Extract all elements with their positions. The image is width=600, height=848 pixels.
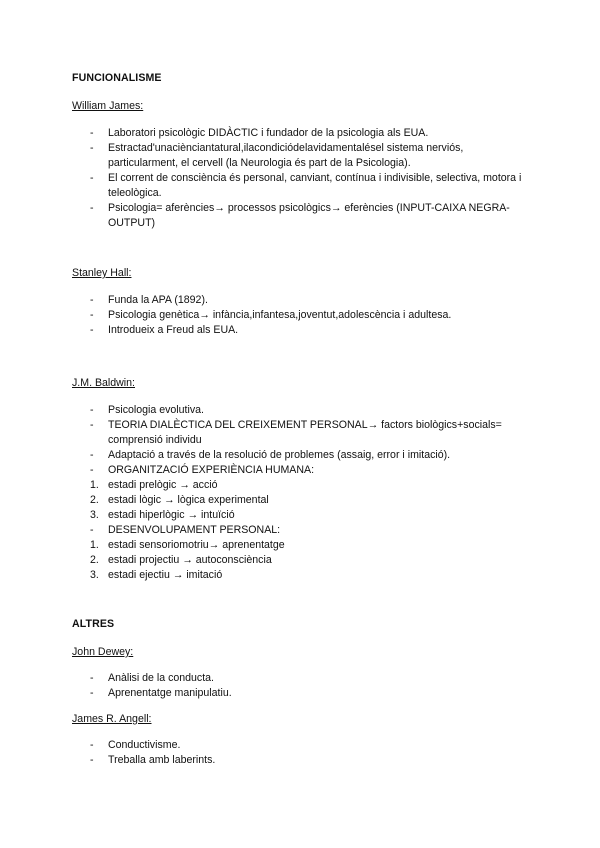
list-item bbox=[0, 686, 528, 701]
list-item-text: Aprenentatge manipulatiu. bbox=[108, 687, 232, 699]
list-item bbox=[0, 463, 528, 478]
list-item bbox=[0, 478, 528, 493]
list-item-text: Psicologia evolutiva. bbox=[108, 404, 204, 416]
list-item-text: Introdueix a Freud als EUA. bbox=[108, 324, 239, 336]
list-item-text: El corrent de consciència és personal, canviant, contínua i indivisible, selectiva, motora i teleològica. bbox=[108, 172, 522, 199]
list-item bbox=[0, 553, 528, 568]
list-item bbox=[0, 738, 528, 753]
list-marker: - bbox=[90, 309, 94, 321]
author-heading-baldwin: J.M. Baldwin: bbox=[72, 377, 135, 389]
list-marker: - bbox=[90, 739, 94, 751]
baldwin-list bbox=[0, 403, 600, 583]
list-item bbox=[0, 508, 528, 523]
list-item-text: estadi projectiu → autoconsciència bbox=[108, 554, 272, 566]
list-item-text: Psicologia genètica→ infància,infantesa,joventut,adolescència i adultesa. bbox=[108, 309, 452, 321]
list-marker: - bbox=[90, 294, 94, 306]
list-item bbox=[0, 448, 528, 463]
list-marker: - bbox=[90, 449, 94, 461]
list-item bbox=[0, 753, 528, 768]
list-item-text: Treballa amb laberints. bbox=[108, 754, 216, 766]
list-marker: - bbox=[90, 419, 94, 431]
list-marker: - bbox=[90, 687, 94, 699]
john-dewey-list bbox=[0, 671, 600, 701]
author-heading-james-angell: James R. Angell: bbox=[72, 713, 152, 725]
list-marker: - bbox=[90, 142, 94, 154]
list-item bbox=[0, 671, 528, 686]
list-marker: 2. bbox=[90, 494, 99, 506]
list-item bbox=[0, 323, 528, 338]
list-item-text: DESENVOLUPAMENT PERSONAL: bbox=[108, 524, 281, 536]
author-heading-john-dewey: John Dewey: bbox=[72, 646, 134, 658]
list-item-text: ORGANITZACIÓ EXPERIÈNCIA HUMANA: bbox=[108, 464, 315, 476]
list-marker: 2. bbox=[90, 554, 99, 566]
list-item bbox=[0, 493, 528, 508]
list-item bbox=[0, 126, 528, 141]
list-item-text: Conductivisme. bbox=[108, 739, 181, 751]
list-item bbox=[0, 201, 528, 231]
list-item bbox=[0, 538, 528, 553]
list-item-text: Adaptació a través de la resolució de problemes (assaig, error i imitació). bbox=[108, 449, 451, 461]
section-title-altres: ALTRES bbox=[72, 618, 115, 630]
list-item-text: Funda la APA (1892). bbox=[108, 294, 208, 306]
list-item bbox=[0, 568, 528, 583]
list-marker: - bbox=[90, 464, 94, 476]
james-angell-list bbox=[0, 738, 600, 768]
list-item-text: estadi lògic → lògica experimental bbox=[108, 494, 269, 506]
list-marker: - bbox=[90, 754, 94, 766]
list-marker: - bbox=[90, 202, 94, 214]
list-item-text: Psicologia= aferències→ processos psicològics→ eferències (INPUT-CAIXA NEGRA-OUTPUT) bbox=[108, 202, 510, 229]
section-title-funcionalisme: FUNCIONALISME bbox=[72, 72, 162, 84]
list-item-text: Laboratori psicològic DIDÀCTIC i fundador de la psicologia als EUA. bbox=[108, 127, 429, 139]
list-item-text: estadi prelògic → acció bbox=[108, 479, 218, 491]
list-marker: - bbox=[90, 524, 94, 536]
list-marker: - bbox=[90, 172, 94, 184]
list-item-text: TEORIA DIALÈCTICA DEL CREIXEMENT PERSONAL→ factors biològics+socials= comprensió individu bbox=[108, 419, 502, 446]
list-item-text: estadi hiperlògic → intuïció bbox=[108, 509, 235, 521]
list-item-text: estadi ejectiu → imitació bbox=[108, 569, 223, 581]
list-marker: 3. bbox=[90, 569, 99, 581]
list-item bbox=[0, 308, 528, 323]
author-heading-william-james: William James: bbox=[72, 100, 144, 112]
list-marker: 3. bbox=[90, 509, 99, 521]
list-item-text: Anàlisi de la conducta. bbox=[108, 672, 215, 684]
list-item bbox=[0, 418, 528, 448]
author-heading-stanley-hall: Stanley Hall: bbox=[72, 267, 132, 279]
list-item bbox=[0, 293, 528, 308]
list-marker: - bbox=[90, 404, 94, 416]
list-item bbox=[0, 141, 528, 171]
list-marker: 1. bbox=[90, 539, 99, 551]
list-marker: - bbox=[90, 324, 94, 336]
list-item bbox=[0, 523, 528, 538]
list-marker: 1. bbox=[90, 479, 99, 491]
list-item-text: estadi sensoriomotriu→ aprenentatge bbox=[108, 539, 285, 551]
stanley-hall-list bbox=[0, 293, 600, 338]
list-item bbox=[0, 171, 528, 201]
list-item-text: Estractad'unaciènciantatural,ilacondiciódelavidamentalésel sistema nerviós, particularment, el cervell (la Neurologia és part de la Psicologia). bbox=[108, 142, 464, 169]
william-james-list bbox=[0, 126, 600, 231]
list-marker: - bbox=[90, 127, 94, 139]
list-marker: - bbox=[90, 672, 94, 684]
list-item bbox=[0, 403, 528, 418]
